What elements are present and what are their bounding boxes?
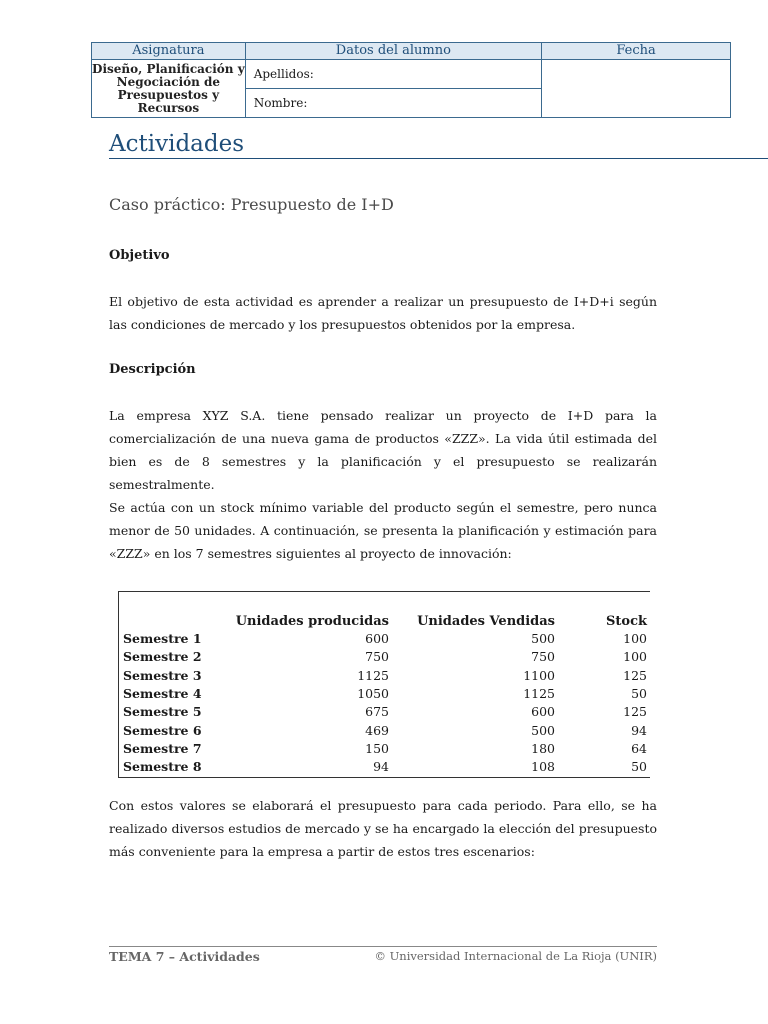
table-cell: 500 xyxy=(531,631,555,647)
table-cell: 94 xyxy=(631,722,647,738)
footer-divider xyxy=(109,946,657,947)
table-row xyxy=(123,758,647,776)
table-cell: 750 xyxy=(531,649,555,665)
table-cell: 1125 xyxy=(523,686,555,702)
table-cell: 50 xyxy=(631,686,647,702)
table-cell: 125 xyxy=(623,667,647,683)
section-divider xyxy=(109,158,768,159)
row-label: Semestre 1 xyxy=(123,631,202,647)
section-title: Actividades xyxy=(109,131,245,157)
objective-paragraph: El objetivo de esta actividad es aprender a realizar un presupuesto de I+D+i según las condiciones de mercado y los presupuestos obtenidos por la empresa. xyxy=(109,294,657,332)
row-label: Semestre 2 xyxy=(123,649,202,665)
closing-paragraph: Con estos valores se elaborará el presupuesto para cada periodo. Para ello, se ha realizado diversos estudios de mercado y se ha encargado la elección del presupuesto más conveniente para la empresa a partir de estos tres escenarios: xyxy=(109,798,657,859)
row-label: Semestre 5 xyxy=(123,704,202,720)
table-header-cell: Unidades producidas xyxy=(235,613,389,629)
objective-heading: Objetivo xyxy=(109,248,170,263)
header-table xyxy=(91,42,731,118)
header-subject-label: Asignatura xyxy=(92,43,246,60)
table-row xyxy=(123,667,647,685)
table-cell: 1125 xyxy=(357,667,389,683)
table-cell: 600 xyxy=(531,704,555,720)
table-cell: 1050 xyxy=(357,686,389,702)
table-row xyxy=(123,721,647,739)
table-cell: 600 xyxy=(365,631,389,647)
description-paragraph-1: La empresa XYZ S.A. tiene pensado realizar un proyecto de I+D para la comercialización de una nueva gama de productos «ZZZ». La vida útil estimada del bien es de 8 semestres y la planificación y el presupuesto se realizarán semestralmente. xyxy=(109,408,657,492)
table-cell: 100 xyxy=(623,649,647,665)
table-cell: 108 xyxy=(531,759,555,775)
row-label: Semestre 4 xyxy=(123,686,202,702)
row-label: Semestre 7 xyxy=(123,740,202,756)
table-cell: 469 xyxy=(365,722,389,738)
surname-field[interactable]: Apellidos: xyxy=(245,60,541,89)
name-field[interactable]: Nombre: xyxy=(245,89,541,118)
header-date-label: Fecha xyxy=(542,43,731,60)
row-label: Semestre 6 xyxy=(123,722,202,738)
table-row xyxy=(123,685,647,703)
description-paragraph-2: Se actúa con un stock mínimo variable del producto según el semestre, pero nunca menor de 50 unidades. A continuación, se presenta la planificación y estimación para «ZZZ» en los 7 semestres siguientes al proyecto de innovación: xyxy=(109,500,657,561)
row-label: Semestre 8 xyxy=(123,759,202,775)
table-cell: 100 xyxy=(623,631,647,647)
table-cell: 50 xyxy=(631,759,647,775)
case-subtitle: Caso práctico: Presupuesto de I+D xyxy=(109,195,394,214)
description-heading: Descripción xyxy=(109,362,196,377)
table-cell: 125 xyxy=(623,704,647,720)
table-cell: 1100 xyxy=(523,667,555,683)
table-row xyxy=(123,703,647,721)
table-header-row xyxy=(123,612,647,630)
table-cell: 675 xyxy=(365,704,389,720)
date-field[interactable] xyxy=(542,60,731,118)
production-table xyxy=(123,612,647,776)
table-cell: 750 xyxy=(365,649,389,665)
table-cell: 500 xyxy=(531,722,555,738)
subject-name: Diseño, Planificación y Negociación de Presupuestos y Recursos xyxy=(92,60,246,118)
table-row xyxy=(123,648,647,666)
footer-copyright: © Universidad Internacional de La Rioja (UNIR) xyxy=(374,949,657,963)
table-cell: 64 xyxy=(631,740,647,756)
table-header-cell xyxy=(123,612,227,630)
production-table-box xyxy=(118,591,650,778)
table-cell: 180 xyxy=(531,740,555,756)
table-header-cell: Stock xyxy=(606,613,647,629)
table-cell: 94 xyxy=(373,759,389,775)
footer-topic: TEMA 7 – Actividades xyxy=(109,949,260,964)
row-label: Semestre 3 xyxy=(123,667,202,683)
table-row xyxy=(123,740,647,758)
table-cell: 150 xyxy=(365,740,389,756)
header-student-label: Datos del alumno xyxy=(245,43,541,60)
table-header-cell: Unidades Vendidas xyxy=(417,613,555,629)
table-row xyxy=(123,630,647,648)
